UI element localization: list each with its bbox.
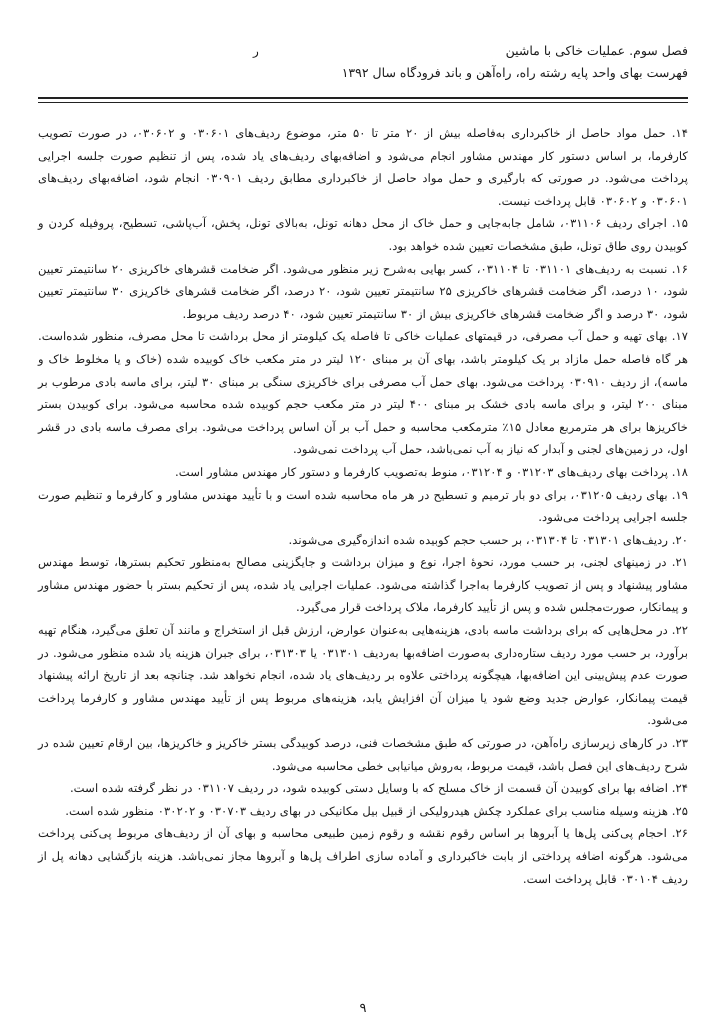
item-21: ۲۱. در زمینهای لجنی، بر حسب مورد، نحوهٔ اجرا، نوع و میزان برداشت و جایگزینی مصالح به‌منظور تحکیم بسترها، توسط مهندس مشاور پیشنهاد و پس از تصویب کارفرما به‌اجرا گذاشته می‌شود. عملیات اجرایی یاد شده، پس از تحکیم بستر با حضور مهندس مشاور و پیمانکار، صورت‌مجلس شده و پس از تأیید کارفرما، ملاک پرداخت قرار می‌گیرد. (38, 555, 688, 615)
item-16: ۱۶. نسبت به ردیف‌های ۰۳۱۱۰۱ تا ۰۳۱۱۰۴، کسر بهایی به‌شرح زیر منظور می‌شود. اگر ضخامت قشرهای خاکریزی ۲۰ سانتیمتر تعیین شود، ۱۰ درصد، اگر ضخامت قشرهای خاکریزی ۲۵ سانتیمتر تعیین شود، ۲۰ درصد، اگر ضخامت قشرهای خاکریزی ۳۰ سانتیمتر تعیین شود، ۳۰ درصد و اگر ضخامت قشرهای خاکریزی بیش از ۳۰ سانتیمتر تعیین شود، ۴۰ درصد ردیف مربوط. (38, 261, 688, 321)
header-line-2 (38, 62, 688, 84)
item-18: ۱۸. پرداخت بهای ردیف‌های ۰۳۱۲۰۳ و ۰۳۱۲۰۴، منوط به‌تصویب کارفرما و دستور کار مهندس مشاور است. (175, 464, 688, 479)
item-14: ۱۴. حمل مواد حاصل از خاکبرداری به‌فاصله بیش از ۲۰ متر تا ۵۰ متر، موضوع ردیف‌های ۰۳۰۶۰۱ و ۰۳۰۶۰۲، در صورت تصویب کارفرما، بر اساس دستور کار مهندس مشاور انجام می‌شود و اضافه‌بهای ردیف‌های یاد شده، پس از تنظیم صورت جلسه اجرایی پرداخت می‌شود. در صورتی که بارگیری و حمل مواد حاصل از خاکبرداری مطابق ردیف ۰۳۰۹۰۱ انجام شود، اضافه‌بهای ردیف‌های ۰۳۰۶۰۱ و ۰۳۰۶۰۲ قابل پرداخت نیست. (38, 126, 688, 208)
item-15: ۱۵. اجرای ردیف ۰۳۱۱۰۶، شامل جابه‌جایی و حمل خاک از محل دهانه تونل، به‌بالای تونل، پخش، آب‌پاشی، تسطیح، پروفیله کردن و کوبیدن روی طاق تونل، طبق مشخصات تعیین شده خواهد بود. (38, 216, 688, 253)
catalog-title: فهرست بهای واحد پایه رشته راه، راه‌آهن و باند فرودگاه سال ۱۳۹۲ (341, 65, 688, 80)
items-list (38, 122, 688, 890)
header-mark: ر (253, 44, 259, 58)
item-22: ۲۲. در محل‌هایی که برای برداشت ماسه بادی، هزینه‌هایی به‌عنوان عوارض، ارزش قبل از استخراج و مانند آن تعلق می‌گیرد، هنگام تهیه برآورد، بر حسب مورد ردیف ستاره‌داری به‌صورت اضافه‌بها به‌ردیف ۰۳۱۳۰۱ یا ۰۳۱۳۰۳، برای جبران هزینه یاد شده منظور می‌شود. در صورت عدم پیش‌بینی این اضافه‌بها، هیچگونه پرداختی علاوه بر ردیف‌های یاد شده، انجام نخواهد شد. چنانچه بعد از تاریخ ارائه پیشنهاد قیمت پیمانکار، عوارض جدید وضع شود یا میزان آن افزایش یابد، هزینه‌های مربوط پس از تأیید مهندس مشاور و کارفرما پرداخت می‌شود. (38, 623, 688, 728)
page-header (38, 40, 688, 84)
page-number: ۹ (359, 1001, 367, 1016)
item-19: ۱۹. بهای ردیف ۰۳۱۲۰۵، برای دو بار ترمیم و تسطیح در هر ماه محاسبه شده است و با تأیید مهندس مشاور و کارفرما و تنظیم صورت جلسه اجرایی پرداخت می‌شود. (38, 487, 688, 525)
header-rule-thick (38, 97, 688, 99)
item-20: ۲۰. ردیف‌های ۰۳۱۳۰۱ تا ۰۳۱۳۰۴، بر حسب حجم کوبیده شده اندازه‌گیری می‌شوند. (288, 532, 688, 547)
item-25: ۲۵. هزینه وسیله مناسب برای عملکرد چکش هیدرولیکی از قبیل بیل مکانیکی در بهای ردیف ۰۳۰۷۰۳ و ۰۳۰۲۰۲ منظور شده است. (65, 803, 688, 818)
item-26: ۲۶. احجام پی‌کنی پل‌ها یا آبروها بر اساس رقوم نقشه و رقوم زمین طبیعی محاسبه و بهای آن از ردیف‌های مربوط پی‌کنی پرداخت می‌شود. هرگونه اضافه پرداختی از بابت خاکبرداری و آماده سازی اطراف پل‌ها و آبروها مجاز نمی‌باشد. هزینه بازگشایی دهانه پل از ردیف ۰۳۰۱۰۴ قابل پرداخت است. (38, 826, 688, 886)
item-17: ۱۷. بهای تهیه و حمل آب مصرفی، در قیمتهای عملیات خاکی تا فاصله یک کیلومتر از محل برداشت تا محل مصرف، منظور شده‌است. هر گاه فاصله حمل مازاد بر یک کیلومتر باشد، بهای آن بر مبنای ۱۲۰ لیتر در متر مکعب خاک کوبیده شده (خاک و یا مخلوط خاک و ماسه)، از ردیف ۰۳۰۹۱۰ پرداخت می‌شود. بهای حمل آب مصرفی برای خاکریزی سنگی بر مبنای ۳۰ لیتر، برای ماسه بادی مرطوب بر مبنای ۲۰۰ لیتر، و برای ماسه بادی خشک بر مبنای ۴۰۰ لیتر در متر مکعب حجم کوبیده شده محاسبه می‌شود. برای کوبیدن بستر خاکریزها برای هر مترمربع معادل ۱۵٪ مترمکعب محاسبه و حمل آب بر آن اساس پرداخت می‌شود. برای مصرف ماسه بادی در قشر اول، در زمین‌های لجنی و آبدار که نیاز به آب نمی‌باشد، حمل آب پرداخت نمی‌شود. (38, 329, 689, 457)
header-rule-thin (38, 102, 688, 103)
header-line-1 (38, 40, 688, 62)
item-23: ۲۳. در کارهای زیرسازی راه‌آهن، در صورتی که طبق مشخصات فنی، درصد کوبیدگی بستر خاکریز و خاکریزها، بین ارقام تعیین شده در شرح ردیف‌های این فصل باشد، قیمت مربوط، به‌روش میانیابی خطی محاسبه می‌شود. (38, 736, 688, 773)
chapter-title: فصل سوم. عملیات خاکی با ماشین (505, 43, 688, 58)
item-24: ۲۴. اضافه بها برای کوبیدن آن قسمت از خاک مسلح که با وسایل دستی کوبیده شود، در ردیف ۰۳۱۱۰۷ در نظر گرفته شده است. (69, 781, 688, 796)
